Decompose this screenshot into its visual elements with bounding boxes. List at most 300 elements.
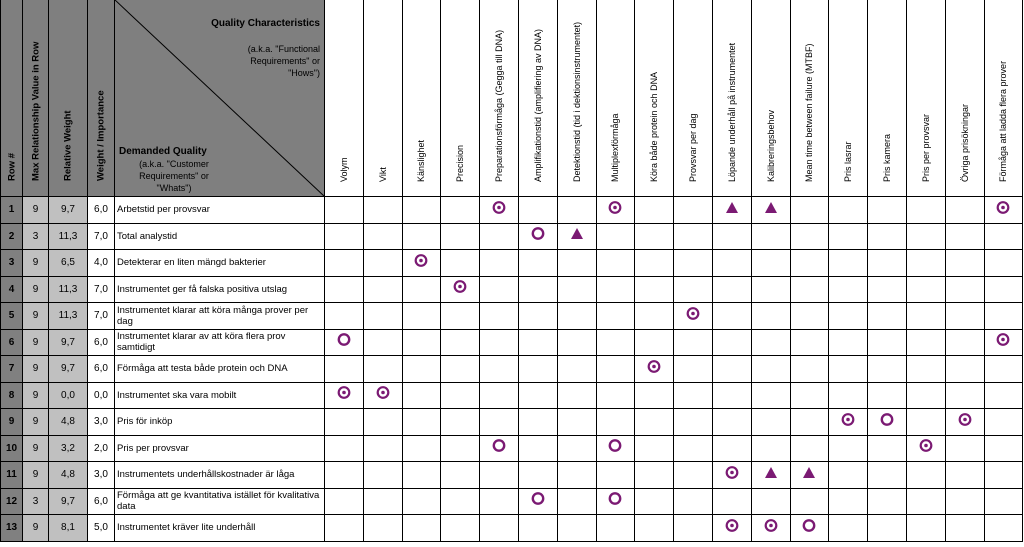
matrix-cell (829, 409, 868, 436)
matrix-cell (403, 489, 442, 516)
matrix-cell (791, 383, 830, 410)
matrix-cell (791, 409, 830, 436)
column-header (985, 0, 1024, 197)
matrix-cell (597, 436, 636, 463)
matrix-cell (985, 277, 1024, 304)
matrix-cell (480, 515, 519, 542)
matrix-cell (674, 250, 713, 277)
matrix-cell (635, 462, 674, 489)
medium-relationship-icon (531, 492, 545, 511)
matrix-cell (441, 197, 480, 224)
column-header (441, 0, 480, 197)
matrix-cell (829, 277, 868, 304)
matrix-cell (519, 330, 558, 357)
medium-relationship-icon (337, 333, 351, 352)
matrix-cell (829, 489, 868, 516)
demanded-quality-text: Instrumentet klarar att köra många prover per dag (117, 304, 309, 327)
column-header-label: Löpande underhåll på instrumentet (726, 42, 737, 182)
matrix-cell (829, 515, 868, 542)
matrix-cell (325, 250, 364, 277)
max-relationship-value: 9 (23, 515, 49, 542)
matrix-cell (325, 409, 364, 436)
weak-relationship-icon (725, 201, 739, 219)
matrix-cell (907, 250, 946, 277)
column-header (791, 0, 830, 197)
matrix-cell (519, 224, 558, 251)
matrix-cell (364, 303, 403, 330)
matrix-cell (325, 224, 364, 251)
matrix-cell (519, 356, 558, 383)
matrix-cell (441, 462, 480, 489)
matrix-cell (791, 489, 830, 516)
strong-relationship-icon (608, 200, 622, 219)
matrix-cell (519, 489, 558, 516)
relative-weight-value: 11,3 (49, 224, 88, 251)
matrix-cell (752, 197, 791, 224)
demanded-subtitle: (a.k.a. "Customer Requirements" or "Whats") (139, 159, 209, 193)
demanded-quality-item (115, 197, 325, 224)
matrix-cell (752, 515, 791, 542)
demanded-quality-item (115, 303, 325, 330)
column-header (713, 0, 752, 197)
weight-value: 6,0 (88, 489, 115, 516)
demanded-quality-item (115, 515, 325, 542)
matrix-cell (403, 224, 442, 251)
matrix-cell (597, 303, 636, 330)
matrix-cell (441, 409, 480, 436)
matrix-cell (907, 409, 946, 436)
matrix-cell (325, 303, 364, 330)
matrix-cell (674, 277, 713, 304)
matrix-cell (829, 436, 868, 463)
column-header (829, 0, 868, 197)
matrix-cell (791, 277, 830, 304)
matrix-cell (597, 330, 636, 357)
weight-importance-header-label: Weight / Importance (95, 90, 107, 181)
column-header (558, 0, 597, 197)
column-header-label: Pris kamera (882, 133, 893, 182)
matrix-cell (713, 224, 752, 251)
matrix-cell (325, 197, 364, 224)
matrix-cell (713, 436, 752, 463)
matrix-cell (868, 383, 907, 410)
matrix-cell (558, 224, 597, 251)
weak-relationship-icon (570, 227, 584, 245)
row-number: 5 (0, 303, 23, 330)
matrix-cell (635, 383, 674, 410)
relative-weight-value: 0,0 (49, 383, 88, 410)
demanded-quality-item (115, 436, 325, 463)
matrix-cell (713, 303, 752, 330)
matrix-cell (325, 383, 364, 410)
strong-relationship-icon (996, 333, 1010, 352)
medium-relationship-icon (492, 439, 506, 458)
matrix-cell (868, 303, 907, 330)
demanded-quality-item (115, 356, 325, 383)
relative-weight-value: 11,3 (49, 303, 88, 330)
matrix-cell (364, 515, 403, 542)
matrix-cell (403, 197, 442, 224)
weight-importance-header (88, 0, 115, 197)
column-header-label: Vikt (377, 167, 388, 182)
column-header-wrap (713, 0, 751, 192)
matrix-cell (441, 489, 480, 516)
strong-relationship-icon (686, 306, 700, 325)
matrix-cell (829, 250, 868, 277)
matrix-cell (403, 436, 442, 463)
matrix-cell (635, 224, 674, 251)
weight-value: 3,0 (88, 462, 115, 489)
matrix-cell (907, 436, 946, 463)
row-number-header (0, 0, 23, 197)
quality-subtitle: (a.k.a. "Functional Requirements" or "Hows") (247, 44, 320, 78)
matrix-cell (597, 383, 636, 410)
matrix-cell (558, 356, 597, 383)
matrix-cell (946, 356, 985, 383)
matrix-cell (985, 489, 1024, 516)
matrix-cell (946, 250, 985, 277)
demanded-quality-item (115, 462, 325, 489)
column-header-wrap (907, 0, 945, 192)
column-header-label: Preparationsförmåga (Gegga till DNA) (494, 29, 505, 182)
matrix-cell (558, 436, 597, 463)
strong-relationship-icon (725, 518, 739, 537)
matrix-cell (558, 383, 597, 410)
matrix-cell (441, 250, 480, 277)
matrix-cell (713, 515, 752, 542)
matrix-cell (558, 489, 597, 516)
row-number: 13 (0, 515, 23, 542)
column-header-wrap (403, 0, 441, 192)
matrix-cell (713, 383, 752, 410)
matrix-cell (635, 197, 674, 224)
column-header (635, 0, 674, 197)
row-number: 2 (0, 224, 23, 251)
matrix-cell (480, 462, 519, 489)
matrix-cell (325, 489, 364, 516)
column-header-wrap (829, 0, 867, 192)
column-header (907, 0, 946, 197)
column-header-wrap (597, 0, 635, 192)
demanded-quality-item (115, 383, 325, 410)
matrix-cell (403, 250, 442, 277)
matrix-cell (635, 409, 674, 436)
matrix-cell (946, 224, 985, 251)
matrix-cell (752, 356, 791, 383)
relative-weight-value: 11,3 (49, 277, 88, 304)
demanded-quality-text: Förmåga att ge kvantitativa istället för kvalitativa data (117, 490, 320, 513)
matrix-cell (868, 250, 907, 277)
matrix-cell (441, 383, 480, 410)
matrix-cell (868, 409, 907, 436)
matrix-cell (325, 277, 364, 304)
weight-value: 2,0 (88, 436, 115, 463)
matrix-cell (441, 330, 480, 357)
matrix-cell (480, 383, 519, 410)
matrix-cell (868, 197, 907, 224)
matrix-cell (364, 197, 403, 224)
matrix-cell (713, 330, 752, 357)
matrix-cell (674, 489, 713, 516)
max-relationship-value: 9 (23, 330, 49, 357)
weight-importance-header-text-wrap (88, 0, 114, 192)
strong-relationship-icon (919, 439, 933, 458)
weight-value: 6,0 (88, 356, 115, 383)
matrix-cell (441, 356, 480, 383)
matrix-cell (907, 383, 946, 410)
relative-weight-value: 8,1 (49, 515, 88, 542)
weight-value: 7,0 (88, 303, 115, 330)
matrix-cell (597, 197, 636, 224)
column-header-label: Volym (338, 157, 349, 182)
weight-value: 0,0 (88, 383, 115, 410)
matrix-cell (325, 356, 364, 383)
matrix-cell (597, 250, 636, 277)
matrix-cell (558, 330, 597, 357)
matrix-cell (946, 330, 985, 357)
matrix-cell (829, 224, 868, 251)
matrix-cell (985, 515, 1024, 542)
medium-relationship-icon (880, 412, 894, 431)
strong-relationship-icon (376, 386, 390, 405)
matrix-cell (791, 197, 830, 224)
column-header-wrap (558, 0, 596, 192)
matrix-cell (674, 303, 713, 330)
weak-relationship-icon (764, 466, 778, 484)
matrix-cell (752, 409, 791, 436)
max-relationship-value: 9 (23, 250, 49, 277)
column-header-wrap (441, 0, 479, 192)
row-number: 4 (0, 277, 23, 304)
demanded-quality-item (115, 409, 325, 436)
matrix-cell (480, 489, 519, 516)
weight-value: 7,0 (88, 224, 115, 251)
matrix-cell (480, 250, 519, 277)
column-header-label: Kalibreringsbehov (765, 109, 776, 182)
demanded-quality-text: Instrumentet klarar av att köra flera prov samtidigt (117, 331, 286, 354)
matrix-cell (441, 515, 480, 542)
matrix-cell (829, 303, 868, 330)
matrix-cell (403, 515, 442, 542)
strong-relationship-icon (647, 359, 661, 378)
column-header-label: Detektionstid (tid i dektionsinstrumentet) (571, 21, 582, 182)
matrix-cell (480, 436, 519, 463)
matrix-cell (713, 197, 752, 224)
matrix-cell (441, 436, 480, 463)
column-header-label: Köra både protein och DNA (649, 71, 660, 182)
relative-weight-value: 9,7 (49, 330, 88, 357)
strong-relationship-icon (725, 465, 739, 484)
matrix-cell (829, 383, 868, 410)
matrix-cell (946, 277, 985, 304)
matrix-cell (907, 356, 946, 383)
weight-value: 4,0 (88, 250, 115, 277)
strong-relationship-icon (453, 280, 467, 299)
matrix-cell (558, 462, 597, 489)
demanded-title: Demanded Quality (119, 146, 207, 157)
matrix-cell (441, 303, 480, 330)
matrix-cell (364, 383, 403, 410)
matrix-cell (364, 489, 403, 516)
demanded-quality-text: Arbetstid per provsvar (117, 204, 210, 216)
column-header (946, 0, 985, 197)
weight-value: 7,0 (88, 277, 115, 304)
matrix-cell (674, 436, 713, 463)
matrix-cell (752, 383, 791, 410)
weight-value: 6,0 (88, 330, 115, 357)
max-relationship-value: 9 (23, 383, 49, 410)
matrix-cell (635, 489, 674, 516)
matrix-cell (868, 224, 907, 251)
demanded-quality-item (115, 330, 325, 357)
max-relationship-value: 3 (23, 224, 49, 251)
demanded-quality-item (115, 489, 325, 516)
matrix-cell (985, 356, 1024, 383)
matrix-cell (519, 197, 558, 224)
max-relationship-value: 9 (23, 303, 49, 330)
matrix-cell (674, 515, 713, 542)
column-header-label: Multiplexförmåga (610, 113, 621, 182)
demanded-quality-text: Instrumentet kräver lite underhåll (117, 522, 256, 534)
column-header (752, 0, 791, 197)
matrix-cell (480, 356, 519, 383)
row-number: 9 (0, 409, 23, 436)
weight-value: 3,0 (88, 409, 115, 436)
matrix-cell (325, 330, 364, 357)
matrix-cell (713, 277, 752, 304)
matrix-cell (829, 197, 868, 224)
matrix-cell (946, 303, 985, 330)
column-header (325, 0, 364, 197)
matrix-cell (364, 436, 403, 463)
matrix-cell (480, 197, 519, 224)
demanded-quality-text: Instrumentet ska vara mobilt (117, 389, 237, 401)
matrix-cell (752, 489, 791, 516)
relative-weight-header-label: Relative Weight (62, 110, 74, 181)
row-number: 1 (0, 197, 23, 224)
demanded-quality-text: Pris för inköp (117, 416, 173, 428)
matrix-cell (752, 436, 791, 463)
quality-title: Quality Characteristics (211, 18, 320, 29)
matrix-cell (907, 330, 946, 357)
column-header (597, 0, 636, 197)
matrix-cell (791, 303, 830, 330)
matrix-cell (364, 409, 403, 436)
matrix-cell (635, 515, 674, 542)
matrix-cell (558, 303, 597, 330)
matrix-cell (752, 224, 791, 251)
matrix-cell (946, 436, 985, 463)
matrix-cell (985, 250, 1024, 277)
matrix-cell (791, 224, 830, 251)
matrix-cell (597, 277, 636, 304)
row-number: 6 (0, 330, 23, 357)
matrix-cell (674, 356, 713, 383)
matrix-cell (791, 330, 830, 357)
strong-relationship-icon (414, 253, 428, 272)
matrix-cell (403, 277, 442, 304)
matrix-cell (480, 303, 519, 330)
relative-weight-value: 4,8 (49, 462, 88, 489)
max-relationship-value: 9 (23, 409, 49, 436)
matrix-cell (597, 409, 636, 436)
column-header-label: Amplifikationstid (amplifiering av DNA) (532, 28, 543, 182)
weight-value: 5,0 (88, 515, 115, 542)
column-header (868, 0, 907, 197)
relative-weight-header (49, 0, 88, 197)
column-header-label: Pris lasrar (843, 141, 854, 182)
matrix-cell (713, 462, 752, 489)
demanded-quality-text: Pris per provsvar (117, 442, 189, 454)
max-relationship-header-text-wrap (23, 0, 48, 192)
matrix-cell (597, 224, 636, 251)
matrix-cell (985, 383, 1024, 410)
matrix-cell (946, 197, 985, 224)
strong-relationship-icon (996, 200, 1010, 219)
max-relationship-header (23, 0, 49, 197)
matrix-cell (519, 436, 558, 463)
matrix-cell (713, 489, 752, 516)
column-header-wrap (985, 0, 1023, 192)
matrix-cell (752, 250, 791, 277)
medium-relationship-icon (531, 227, 545, 246)
matrix-cell (985, 303, 1024, 330)
column-header-label: Pris per provsvar (920, 113, 931, 182)
demanded-quality-text: Total analystid (117, 230, 178, 242)
matrix-cell (519, 515, 558, 542)
column-header-label: Precision (455, 144, 466, 182)
matrix-cell (558, 250, 597, 277)
matrix-cell (674, 330, 713, 357)
max-relationship-value: 9 (23, 436, 49, 463)
matrix-cell (868, 436, 907, 463)
column-header-label: Provsvar per dag (688, 113, 699, 182)
matrix-cell (868, 330, 907, 357)
matrix-cell (519, 409, 558, 436)
matrix-cell (713, 409, 752, 436)
matrix-cell (325, 462, 364, 489)
column-header-wrap (791, 0, 829, 192)
matrix-cell (519, 277, 558, 304)
demanded-quality-text: Instrumentet ger få falska positiva utslag (117, 283, 288, 295)
matrix-cell (558, 197, 597, 224)
matrix-cell (907, 489, 946, 516)
matrix-cell (674, 224, 713, 251)
medium-relationship-icon (608, 439, 622, 458)
matrix-cell (519, 303, 558, 330)
matrix-cell (558, 515, 597, 542)
matrix-cell (791, 250, 830, 277)
matrix-cell (674, 462, 713, 489)
matrix-cell (946, 409, 985, 436)
matrix-cell (868, 356, 907, 383)
row-number: 11 (0, 462, 23, 489)
matrix-cell (403, 409, 442, 436)
matrix-cell (868, 515, 907, 542)
matrix-cell (713, 356, 752, 383)
column-header (403, 0, 442, 197)
matrix-cell (364, 462, 403, 489)
matrix-cell (907, 462, 946, 489)
matrix-cell (635, 303, 674, 330)
matrix-cell (946, 383, 985, 410)
matrix-cell (519, 462, 558, 489)
demanded-quality-item (115, 250, 325, 277)
max-relationship-value: 9 (23, 197, 49, 224)
column-header-label: Känslighet (416, 139, 427, 182)
matrix-cell (597, 489, 636, 516)
row-number: 7 (0, 356, 23, 383)
